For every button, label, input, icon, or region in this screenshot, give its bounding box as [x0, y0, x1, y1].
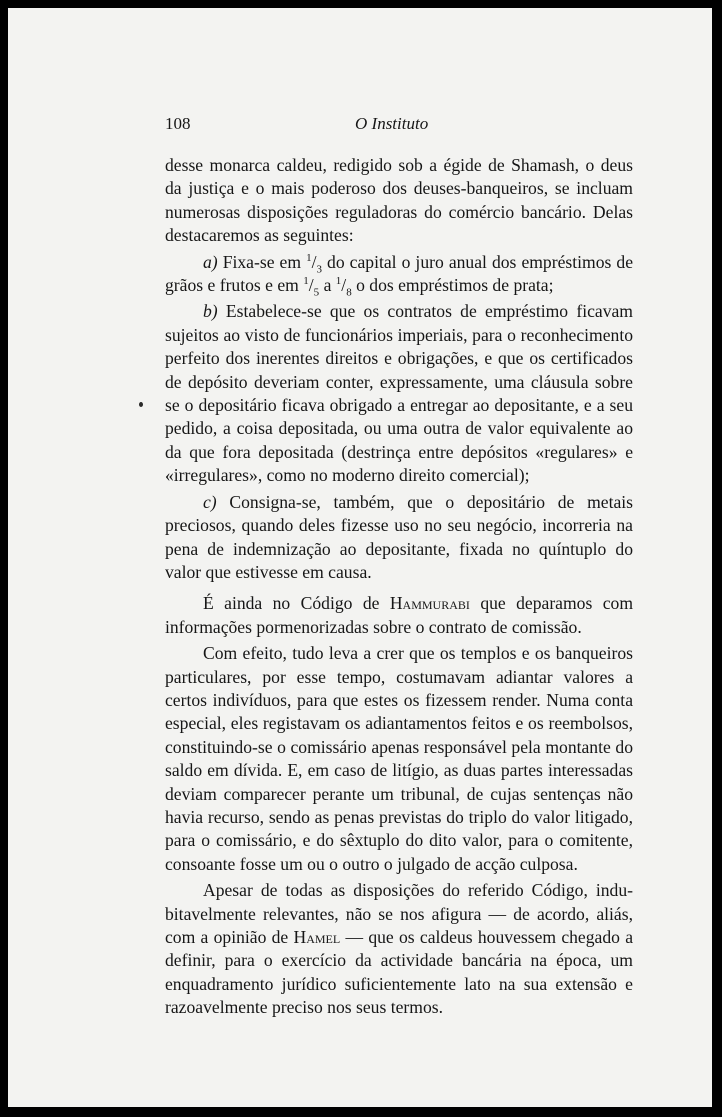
- list-item-b: b) Estabelece-se que os contratos de empréstimo ficavam sujeitos ao visto de funcionários imperiais, para o reconhecimento perfeito dos inerentes direitos e obrigações, e que os certificados de depósito deveriam conter, expressamente, uma cláusula sobre se o depositário ficava obrigado a entregar ao depositante, e a seu pedido, a coisa depositada, ou uma outra de valor equivalente ao da que fora depositada (destrinça entre depósitos «regulares» e «irregulares», como no moderno direito comercial);: [165, 301, 633, 486]
- paragraph-conclusion: Apesar de todas as disposições do referido Código, indubitavelmente relevantes, não se nos afigura — de acordo, aliás, com a opinião de Hamel — que os caldeus houvessem chegado a definir, para o exercício da actividade bancária na época, um enquadramento jurídico suficientemente lato na sua extensão e razoavelmente preciso nos seus termos.: [165, 880, 633, 1018]
- fraction-one-third: $^1/_3$: [306, 251, 322, 276]
- list-item-a: a) Fixa-se em $^1/_3$ do capital o juro anual dos empréstimos de grãos e frutos e em $^1/_5$ a $^1/_8$ o dos empréstimos de prata;: [165, 251, 634, 299]
- fraction-one-fifth: $^1/_5$: [303, 275, 320, 299]
- book-page: [8, 8, 712, 1107]
- list-marker-a: a): [203, 251, 218, 272]
- name-hammurabi: Hammurabi: [389, 593, 470, 614]
- fraction-one-eighth: $^1/_8$: [335, 275, 352, 299]
- paragraph-intro: desse monarca caldeu, redigido sob a égide de Shamash, o deus da justiça e o mais poderoso dos deuses-banqueiros, se incluam numerosas disposições reguladoras do comércio bancário. Delas destacaremos as seguintes:: [165, 155, 633, 246]
- running-header: [165, 114, 625, 138]
- list-item-c: c) Consigna-se, também, que o depositário de metais preciosos, quando deles fizesse uso no seu negócio, incorreria na pena de indemnização ao depositante, fixada no quíntuplo do valor que estivesse em causa.: [165, 491, 633, 582]
- margin-speck: [139, 402, 143, 407]
- running-title: O Instituto: [355, 114, 429, 133]
- paragraph-commission: Com efeito, tudo leva a crer que os templos e os banqueiros particulares, por esse tempo, costumavam adiantar valores a certos indivíduos, para que estes os fizessem render. Numa conta especial, eles registavam os adiantamentos feitos e os reembolsos, constituindo-se o comissário apenas responsável pela montante do saldo em dívida. E, em caso de litígio, as duas partes interessadas deviam comparecer perante um tribunal, de cujas sentenças não havia recurso, sendo as penas previstas do triplo do valor litigado, para o comissário, e do sêxtuplo do dito valor, para o comitente, consoante fosse um ou o outro o julgado de acção culposa.: [165, 643, 633, 874]
- body-text: [165, 154, 633, 1023]
- page-number: 108: [165, 114, 191, 133]
- name-hamel: Hamel: [293, 927, 341, 947]
- paragraph-hammurabi: É ainda no Código de Hammurabi que deparamos com informações pormenorizadas sobre o contrato de comissão.: [165, 593, 634, 637]
- list-marker-c: c): [203, 491, 217, 512]
- list-marker-b: b): [203, 301, 218, 322]
